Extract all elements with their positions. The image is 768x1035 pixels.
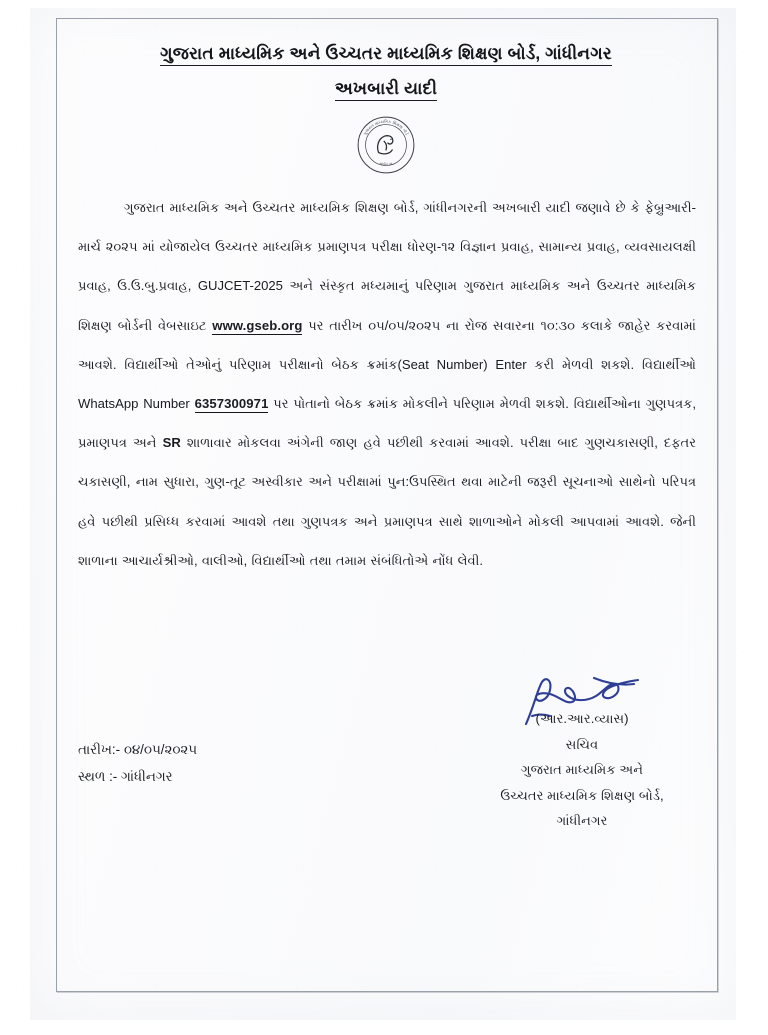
signature-block: [448, 706, 716, 834]
document-content: [56, 18, 716, 990]
svg-text:ગુજરાત માધ્યમિક શિક્ષણ બોર્ડ: ગુજરાત માધ્યમિક શિક્ષણ બોર્ડ: [362, 118, 410, 137]
website-link[interactable]: www.gseb.org: [212, 317, 303, 333]
organization-line-3: ગાંધીનગર: [556, 813, 608, 828]
page-subtitle: [84, 75, 688, 101]
body-paragraph: [78, 188, 696, 580]
whatsapp-number-label: WhatsApp Number: [78, 396, 190, 412]
body-segment-2: અને સંસ્કૃત મધ્યમાનું પરિણામ ગુજરાત માધ્યમિક અને ઉચ્ચતર માધ્યમિક શિક્ષણ બોર્ડની વેબસાઇટ: [78, 278, 697, 333]
signatory-name: (આર.આર.વ્યાસ): [535, 711, 629, 726]
page-title: [84, 40, 688, 66]
body-segment-1: ગુજરાત માધ્યમિક અને ઉચ્ચતર માધ્યમિક શિક્ષણ બોર્ડ, ગાંધીનગરની અખબારી યાદી જણાવે છે કે ફેબ્રુઆરી-માર્ચ ૨૦૨૫ માં યોજાયેલ ઉચ્ચતર માધ્યમિક પ્રમાણપત્ર પરીક્ષા ધોરણ-૧૨ વિજ્ઞાન પ્રવાહ, સામાન્ય પ્રવાહ, વ્યવસાયલક્ષી પ્રવાહ, ઉ.ઉ.બુ.પ્રવાહ,: [78, 200, 696, 294]
gseb-seal-emblem-icon: [355, 114, 417, 176]
seat-number-label: (Seat Number) Enter: [397, 356, 527, 372]
gujcet-label: GUJCET-2025: [197, 278, 283, 294]
sr-label: SR: [162, 435, 181, 451]
page-title-text: ગુજરાત માધ્યમિક અને ઉચ્ચતર માધ્યમિક શિક્ષણ બોર્ડ, ગાંધીનગર: [160, 43, 612, 66]
svg-text:ગાંધીનગર: ગાંધીનગર: [378, 161, 394, 167]
signatory-designation: સચિવ: [565, 736, 599, 752]
whatsapp-phone-number[interactable]: 6357300971: [194, 396, 269, 412]
organization-line-1: ગુજરાત માધ્યમિક અને: [520, 762, 644, 777]
document-date: તારીખ:- ૦૪/૦૫/૨૦૨૫: [78, 742, 198, 757]
page-subtitle-text: અખબારી યાદી: [335, 78, 437, 101]
document-place: સ્થળ :- ગાંધીનગર: [78, 769, 173, 784]
body-segment-3: પર તારીખ ૦૫/૦૫/૨૦૨૫ ના રોજ સવારના ૧૦:૩૦ કલાકે જાહેર કરવામાં આવશે. વિદ્યાર્થીઓ તેઓનું પરિણામ પરીક્ષાનો બેઠક ક્રમાંક: [78, 317, 696, 372]
body-segment-4: કરી મેળવી શકશે. વિદ્યાર્થીઓ: [526, 356, 696, 372]
organization-line-2: ઉચ્ચતર માધ્યમિક શિક્ષણ બોર્ડ,: [500, 787, 664, 803]
body-segment-6: શાળાવાર મોકલવા અંગેની જાણ હવે પછીથી કરવામાં આવશે. પરીક્ષા બાદ ગુણચકાસણી, દફતર ચકાસણી, નામ સુધારા, ગુણ-તૂટ અસ્વીકાર અને પરીક્ષામાં પુન:ઉપસ્થિત થવા માટેની જરૂરી સૂચનાઓ સાથેનો પરિપત્ર હવે પછીથી પ્રસિધ્ધ કરવામાં આવશે તથા ગુણપત્રક અને પ્રમાણપત્ર સાથે શાળાઓને મોકલી આપવામાં આવશે. જેની શાળાના આચાર્યશ્રીઓ, વાલીઓ, વિદ્યાર્થીઓ તથા તમામ સંબંધિતોએ નોંધ લેવી.: [78, 435, 697, 568]
footer-left-block: [78, 736, 197, 790]
body-segment-5: પર પોતાનો બેઠક ક્રમાંક મોકલીને પરિણામ મેળવી શકશે. વિદ્યાર્થીઓના ગુણપત્રક, પ્રમાણપત્ર અને: [78, 396, 696, 451]
